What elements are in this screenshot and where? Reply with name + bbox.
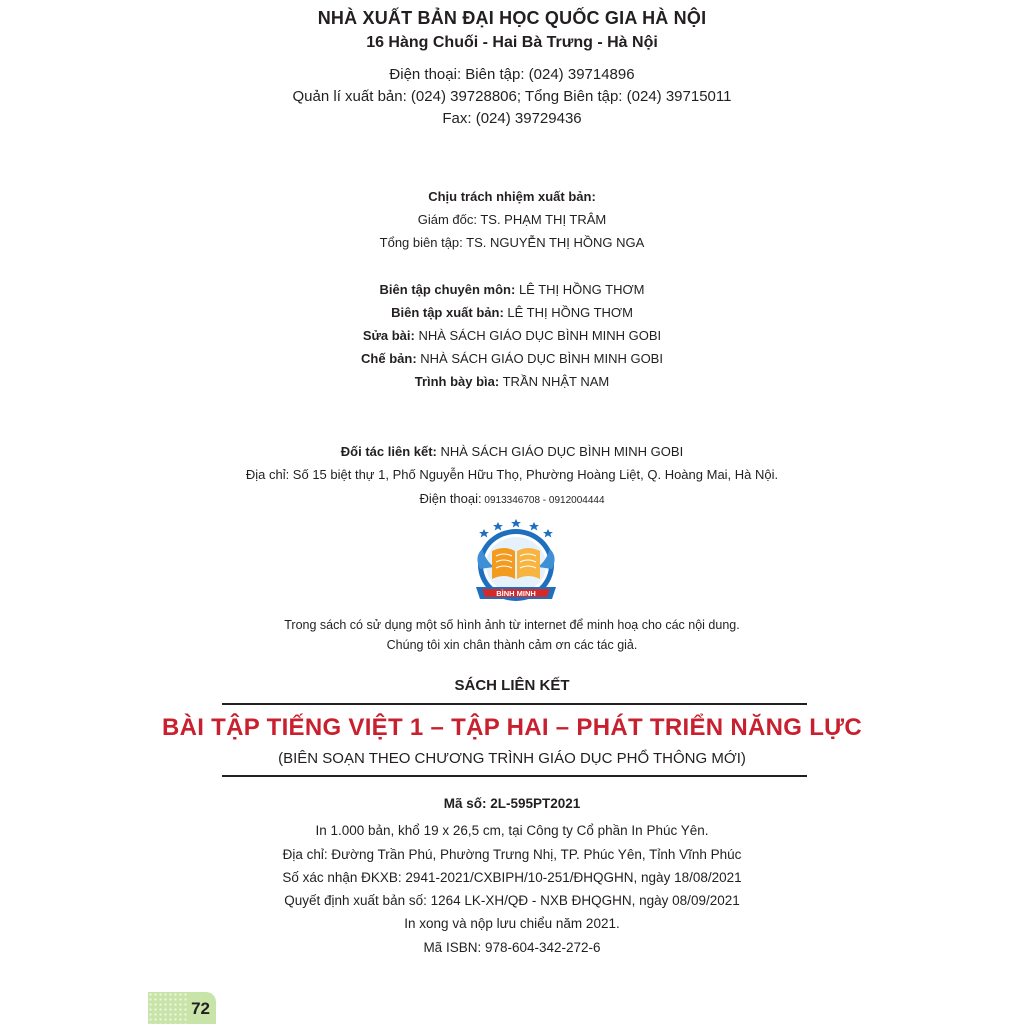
- editorial-line-typesetting: Chế bản: NHÀ SÁCH GIÁO DỤC BÌNH MINH GOBI: [361, 351, 663, 366]
- publisher-fax: Fax: (024) 39729436: [442, 110, 582, 127]
- responsibility-heading: Chịu trách nhiệm xuất bản:: [428, 189, 596, 204]
- printing-line-3: Số xác nhận ĐKXB: 2941-2021/CXBIPH/10-251/ĐHQGHN, ngày 18/08/2021: [282, 870, 742, 885]
- divider-top: [222, 703, 807, 705]
- book-subtitle: (BIÊN SOẠN THEO CHƯƠNG TRÌNH GIÁO DỤC PHỔ THÔNG MỚI): [278, 750, 746, 767]
- chief-editor-line: Tổng biên tập: TS. NGUYỄN THỊ HỒNG NGA: [379, 235, 645, 250]
- svg-text:BÌNH MINH: BÌNH MINH: [496, 589, 536, 598]
- binh-minh-logo-icon: [470, 513, 562, 609]
- partner-line: Đối tác liên kết: NHÀ SÁCH GIÁO DỤC BÌNH MINH GOBI: [340, 444, 684, 459]
- linked-book-heading: SÁCH LIÊN KẾT: [454, 677, 570, 694]
- printing-line-4: Quyết định xuất bản số: 1264 LK-XH/QĐ - NXB ĐHQGHN, ngày 08/09/2021: [284, 893, 740, 908]
- book-code: Mã số: 2L-595PT2021: [443, 796, 581, 811]
- page-tab-pattern: [148, 992, 188, 1024]
- director-line: Giám đốc: TS. PHẠM THỊ TRÂM: [417, 212, 607, 227]
- editorial-line-publishing: Biên tập xuất bản: LÊ THỊ HỒNG THƠM: [391, 305, 633, 320]
- editorial-line-proofreading: Sửa bài: NHÀ SÁCH GIÁO DỤC BÌNH MINH GOBI: [362, 328, 662, 343]
- printing-line-5: In xong và nộp lưu chiểu năm 2021.: [404, 916, 620, 931]
- printing-line-2: Địa chỉ: Đường Trần Phú, Phường Trưng Nhị, TP. Phúc Yên, Tỉnh Vĩnh Phúc: [282, 847, 742, 862]
- partner-address: Địa chỉ: Số 15 biệt thự 1, Phố Nguyễn Hữu Thọ, Phường Hoàng Liệt, Q. Hoàng Mai, Hà Nội.: [245, 467, 779, 482]
- book-title: BÀI TẬP TIẾNG VIỆT 1 – TẬP HAI – PHÁT TRIỂN NĂNG LỰC: [161, 714, 863, 741]
- publisher-name: NHÀ XUẤT BẢN ĐẠI HỌC QUỐC GIA HÀ NỘI: [317, 8, 707, 28]
- partner-phone: Điện thoại: 0913346708 - 0912004444: [419, 491, 605, 506]
- isbn-line: Mã ISBN: 978-604-342-272-6: [423, 940, 601, 955]
- editorial-line-specialist: Biên tập chuyên môn: LÊ THỊ HỒNG THƠM: [379, 282, 645, 297]
- publisher-phone-management: Quản lí xuất bản: (024) 39728806; Tổng Biên tập: (024) 39715011: [292, 88, 732, 105]
- page-number-tab: 72: [148, 992, 216, 1024]
- divider-bottom: [222, 775, 807, 777]
- note-line-1: Trong sách có sử dụng một số hình ảnh từ internet để minh hoạ cho các nội dung.: [284, 618, 740, 632]
- publisher-address: 16 Hàng Chuối - Hai Bà Trưng - Hà Nội: [366, 34, 658, 51]
- note-line-2: Chúng tôi xin chân thành cảm ơn các tác giả.: [386, 638, 638, 652]
- publisher-phone-editor: Điện thoại: Biên tập: (024) 39714896: [389, 66, 635, 83]
- editorial-line-cover: Trình bày bìa: TRẦN NHẬT NAM: [414, 374, 610, 389]
- printing-line-1: In 1.000 bản, khổ 19 x 26,5 cm, tại Công ty Cổ phần In Phúc Yên.: [315, 823, 709, 838]
